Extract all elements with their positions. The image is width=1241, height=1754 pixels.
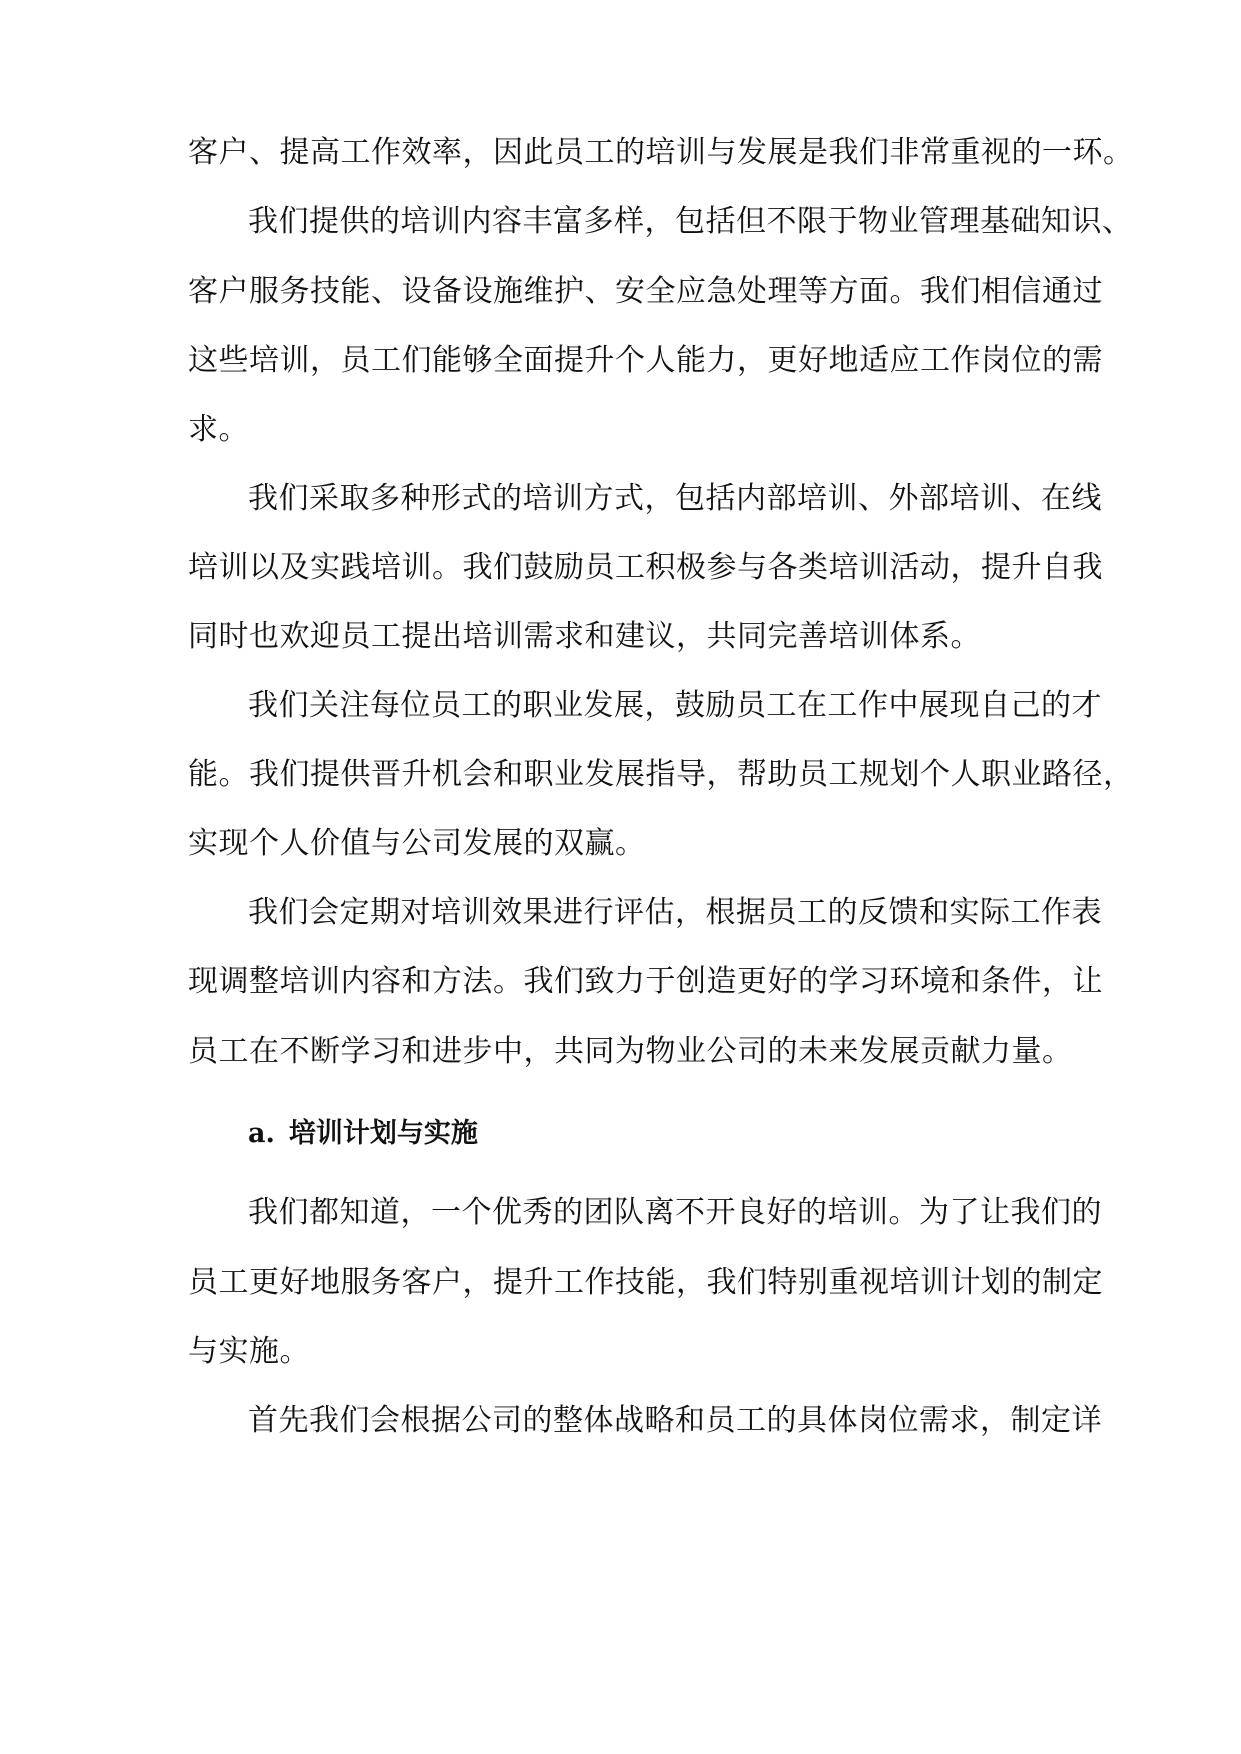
paragraph-line: 求。 (188, 412, 249, 447)
paragraph-line: 能。我们提供晋升机会和职业发展指导，帮助员工规划个人职业路径， (188, 757, 1134, 792)
paragraph-line: 员工更好地服务客户，提升工作技能，我们特别重视培训计划的制定 (188, 1265, 1103, 1300)
section-title: 培训计划与实施 (288, 1118, 478, 1149)
paragraph-line: 我们会定期对培训效果进行评估，根据员工的反馈和实际工作表 (248, 895, 1102, 930)
paragraph-line: 我们采取多种形式的培训方式，包括内部培训、外部培训、在线 (248, 481, 1102, 516)
paragraph-line: 培训以及实践培训。我们鼓励员工积极参与各类培训活动，提升自我 (188, 550, 1103, 585)
paragraph-line: 同时也欢迎员工提出培训需求和建议，共同完善培训体系。 (188, 619, 981, 654)
section-heading (248, 1113, 478, 1155)
paragraph-line: 客户服务技能、设备设施维护、安全应急处理等方面。我们相信通过 (188, 274, 1103, 309)
paragraph-line: 这些培训，员工们能够全面提升个人能力，更好地适应工作岗位的需 (188, 343, 1103, 378)
paragraph-line: 客户、提高工作效率，因此员工的培训与发展是我们非常重视的一环。 (188, 135, 1134, 170)
paragraph-line: 现调整培训内容和方法。我们致力于创造更好的学习环境和条件，让 (188, 964, 1103, 999)
paragraph-line: 我们关注每位员工的职业发展，鼓励员工在工作中展现自己的才 (248, 688, 1102, 723)
section-marker: a. (248, 1118, 275, 1149)
paragraph-line: 与实施。 (188, 1334, 310, 1369)
paragraph-line: 员工在不断学习和进步中，共同为物业公司的未来发展贡献力量。 (188, 1034, 1073, 1069)
paragraph-line: 首先我们会根据公司的整体战略和员工的具体岗位需求，制定详 (248, 1403, 1102, 1438)
paragraph-line: 实现个人价值与公司发展的双赢。 (188, 826, 646, 861)
paragraph-line: 我们都知道，一个优秀的团队离不开良好的培训。为了让我们的 (248, 1195, 1102, 1230)
paragraph-line: 我们提供的培训内容丰富多样，包括但不限于物业管理基础知识、 (248, 204, 1133, 239)
